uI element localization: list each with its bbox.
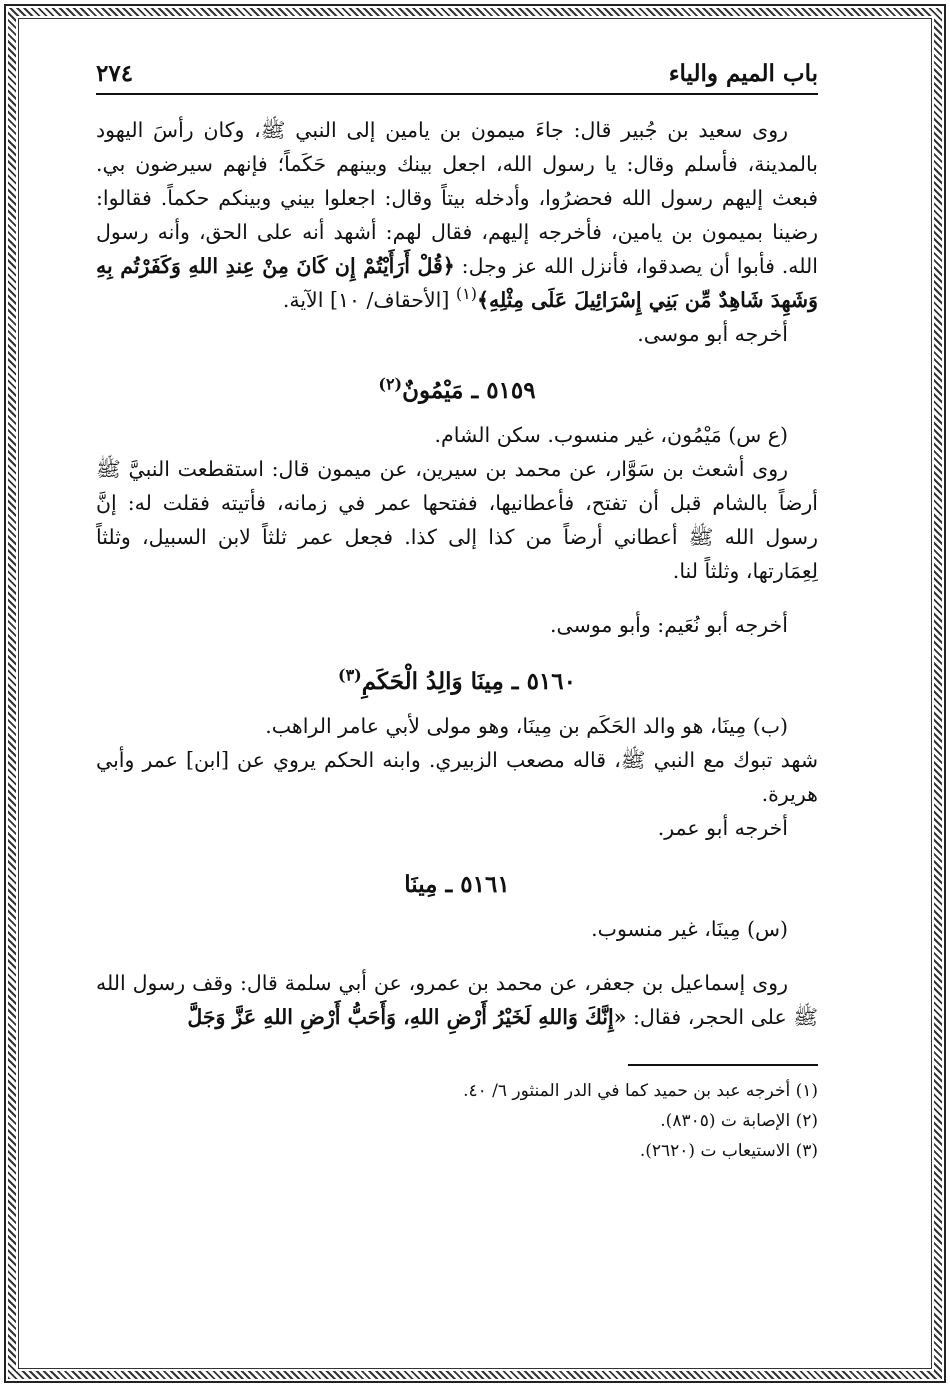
entry-5160-title: ٥١٦٠ ـ مِينَا وَالِدُ الْحَكَمِ$^{(٣)}$ [338, 665, 576, 695]
quran-verse: ﴿قُلْ أَرَأَيْتُمْ إِن كَانَ مِنْ عِندِ اللهِ وَكَفَرْتُم بِهِ وَشَهِدَ شَاهِدٌ مِّن بَنِي إِسْرَائِيلَ عَلَى مِثْلِهِ﴾ [96, 254, 818, 312]
intro-text: روى سعيد بن جُبير قال: جاءَ ميمون بن يامين إلى النبي ﷺ، وكان رأسَ اليهود بالمدينة، فأسلم وقال: يا رسول الله، اجعل بينك وبينهم حَكَماً؛ فإنهم سيرضون بي. فبعث إليهم رسول الله فحضرُوا، وأدخله بيتاً وقال: اجعلوا بيني وبينكم حكماً. فقالوا: رضينا بميمون بن يامين، فأخرجه إليهم، فقال لهم: أشهد أنه على الحق، وأنه رسول الله. فأبوا أن يصدقوا، فأنزل الله عز وجل: [96, 118, 818, 278]
entry-5159-source: أخرجه أبو نُعَيم: وأبو موسى. [550, 613, 788, 637]
footnote-1: (١) أخرجه عبد بن حميد كما في الدر المنثور ٦/ ٤٠. [463, 1081, 818, 1101]
entry-5160-line-1: (ب) مِينَا، هو والد الحَكَم بن مِينَا، وهو مولى لأبي عامر الراهب. [265, 714, 788, 738]
verse-reference: [الأحقاف/ ١٠] الآية. [282, 288, 450, 312]
entry-5159-line-2: روى أشعث بن سَوَّار، عن محمد بن سيرين، عن ميمون قال: استقطعت النبيَّ ﷺ أرضاً بالشام قبل أن تفتح، فأعطانيها، ففتحها عمر في زمانه، فأتيته فقلت له: إنَّ رسول الله ﷺ أعطاني أرضاً من كذا إلى كذا. فجعل عمر ثلثاً لابن السبيل، وثلثاً لِعِمَارتها، وثلثاً لنا. [96, 457, 818, 583]
intro-source: أخرجه أبو موسى. [637, 322, 788, 346]
footnote-mark-3: (٣) [338, 665, 362, 685]
chapter-title: باب الميم والياء [668, 60, 818, 87]
footnote-separator [628, 1064, 818, 1066]
entry-5161-line-2 [96, 966, 818, 1034]
entry-5161-line-1: (س) مِينَا، غير منسوب. [591, 917, 788, 941]
entry-5161-text: روى إسماعيل بن جعفر، عن محمد بن عمرو، عن أبي سلمة قال: وقف رسول الله ﷺ على الحجر، فقال: [96, 971, 818, 1029]
entry-5159-line-1: (ع س) مَيْمُون، غير منسوب. سكن الشام. [434, 423, 788, 447]
running-header [96, 60, 818, 95]
footnote-2: (٢) الإصابة ت (٨٣٠٥). [660, 1111, 818, 1131]
entry-5161-title: ٥١٦١ ـ مِينَا [404, 871, 510, 898]
page-number: ٢٧٤ [96, 60, 134, 87]
footnote-mark-2: (٢) [378, 374, 403, 394]
entry-5159-title: ٥١٥٩ ـ مَيْمُونٌ$^{(٢)}$ [378, 374, 536, 404]
entry-5160-source: أخرجه أبو عمر. [657, 816, 788, 840]
hadith-quote: «إِنَّكَ وَاللهِ لَخَيْرُ أَرْضِ اللهِ، وَأَحَبُّ أَرْضِ اللهِ عَزَّ وَجَلَّ [187, 1005, 627, 1029]
footnote-3: (٣) الاستيعاب ت (٢٦٢٠). [639, 1141, 818, 1161]
entry-5160-line-2: شهد تبوك مع النبي ﷺ، قاله مصعب الزبيري. وابنه الحكم يروي عن [ابن] عمر وأبي هريرة. [96, 748, 818, 806]
footnote-mark-1: (١) [455, 284, 477, 304]
intro-paragraph [96, 113, 818, 317]
page-content [96, 60, 818, 1166]
